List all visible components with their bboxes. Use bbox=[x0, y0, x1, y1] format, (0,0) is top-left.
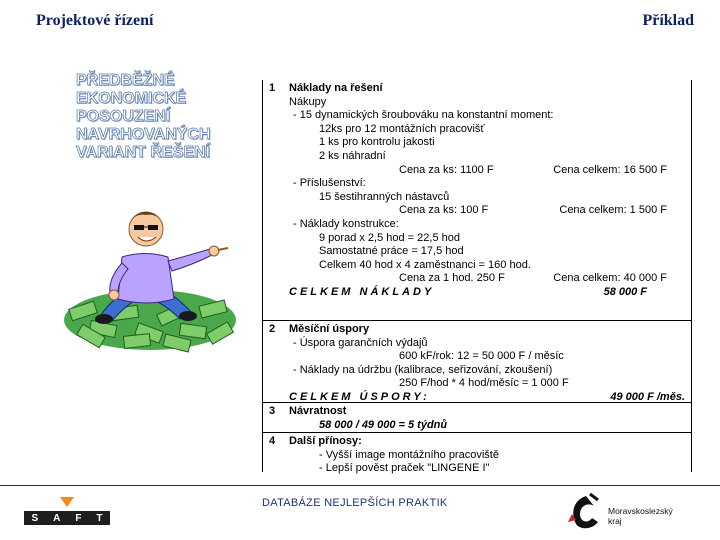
saft-logo-box bbox=[24, 511, 110, 525]
total-label: CELKEM NÁKLADY bbox=[289, 285, 435, 298]
logo-letter: F bbox=[75, 512, 82, 524]
text-line: 250 F/hod * 4 hod/měsíc = 1 000 F bbox=[399, 377, 569, 390]
text-line: 58 000 / 49 000 = 5 týdnů bbox=[319, 418, 448, 431]
text-line: 9 porad x 2,5 hod = 22,5 hod bbox=[319, 231, 460, 244]
section-title: Další přínosy: bbox=[289, 435, 362, 447]
section-title: Návratnost bbox=[289, 405, 347, 417]
text-line: Nákupy bbox=[289, 95, 327, 108]
side-title-line: POSOUZENÍ bbox=[76, 108, 171, 125]
region-emblem-icon bbox=[566, 492, 606, 532]
logo-letter: T bbox=[96, 512, 103, 524]
cost-table bbox=[262, 80, 692, 475]
price-row bbox=[289, 164, 687, 178]
region-type: kraj bbox=[608, 516, 622, 526]
text-line: - Náklady na údržbu (kalibrace, seřizování, zkoušení) bbox=[293, 363, 553, 376]
logo-letter: A bbox=[53, 512, 61, 524]
footer-divider bbox=[0, 485, 720, 486]
section-number: 2 bbox=[269, 323, 276, 335]
triangle-icon bbox=[60, 497, 74, 507]
section-number: 3 bbox=[269, 405, 276, 417]
man-on-money-illustration bbox=[60, 195, 240, 355]
region-name: Moravskoslezský bbox=[608, 506, 673, 516]
text-line: - Úspora garančních výdajů bbox=[293, 336, 428, 349]
text-line: Celkem 40 hod x 4 zaměstnanci = 160 hod. bbox=[319, 258, 531, 271]
text-line: - Vyšší image montážního pracoviště bbox=[319, 448, 499, 461]
total-price: Cena celkem: 1 500 F bbox=[559, 204, 667, 217]
text-line: - Příslušenství: bbox=[293, 177, 366, 190]
unit-price: Cena za ks: 1100 F bbox=[399, 163, 494, 176]
total-price: Cena celkem: 16 500 F bbox=[553, 163, 667, 176]
side-title-line: VARIANT ŘEŠENÍ bbox=[76, 144, 210, 161]
price-row bbox=[289, 272, 687, 286]
text-line: 1 ks pro kontrolu jakosti bbox=[319, 136, 435, 149]
section-payback bbox=[263, 402, 691, 433]
total-row bbox=[289, 286, 687, 300]
total-value: 49 000 F /měs. bbox=[610, 390, 685, 403]
text-line: - Náklady konstrukce: bbox=[293, 217, 399, 230]
section-savings bbox=[263, 320, 691, 403]
region-logo bbox=[566, 492, 706, 532]
total-label: CELKEM ÚSPORY: bbox=[289, 390, 430, 403]
total-value: 58 000 F bbox=[603, 285, 647, 298]
section-title: Měsíční úspory bbox=[289, 323, 370, 335]
logo-letter: S bbox=[31, 512, 39, 524]
price-row bbox=[289, 204, 687, 218]
section-number: 4 bbox=[269, 435, 276, 447]
section-title: Náklady na řešení bbox=[289, 82, 383, 94]
unit-price: Cena za ks: 100 F bbox=[399, 204, 489, 217]
text-line: 15 šestihranných nástavců bbox=[319, 190, 450, 203]
text-line: 2 ks náhradní bbox=[319, 149, 386, 162]
text-line: - 15 dynamických šroubováku na konstantní moment: bbox=[293, 109, 554, 122]
unit-price: Cena za 1 hod. 250 F bbox=[399, 272, 505, 285]
side-title-line: NAVRHOVANÝCH bbox=[76, 126, 211, 143]
text-line: 600 kF/rok: 12 = 50 000 F / měsíc bbox=[399, 350, 564, 363]
section-benefits bbox=[263, 432, 691, 473]
region-logo-text bbox=[608, 506, 673, 526]
side-title bbox=[76, 72, 266, 162]
section-costs bbox=[263, 80, 691, 320]
side-title-line: PŘEDBĚŽNÉ bbox=[76, 72, 175, 89]
text-line: 12ks pro 12 montážních pracovišť bbox=[319, 122, 485, 135]
section-number: 1 bbox=[269, 82, 276, 94]
saft-logo bbox=[24, 497, 110, 525]
header-subtitle: Příklad bbox=[642, 12, 694, 29]
text-line: - Lepší pověst praček "LINGENE I" bbox=[319, 462, 490, 475]
text-line: Samostatné práce = 17,5 hod bbox=[319, 245, 464, 258]
footer-text: DATABÁZE NEJLEPŠÍCH PRAKTIK bbox=[262, 497, 448, 509]
side-title-line: EKONOMICKÉ bbox=[76, 90, 187, 107]
header-title: Projektové řízení bbox=[36, 12, 154, 29]
total-price: Cena celkem: 40 000 F bbox=[553, 272, 667, 285]
